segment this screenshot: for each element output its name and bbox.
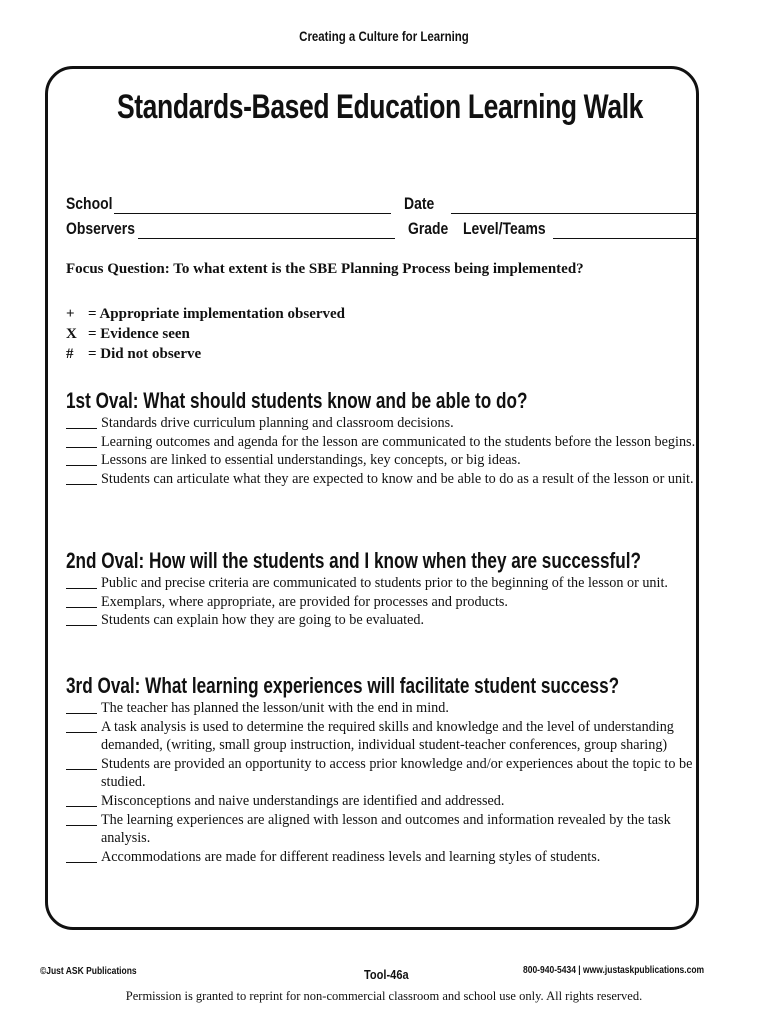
legend-item — [66, 324, 345, 344]
section-third-oval — [66, 673, 696, 866]
check-blank[interactable] — [66, 806, 97, 807]
date-label: Date — [404, 194, 435, 213]
observers-field[interactable] — [138, 238, 395, 239]
legend-text: = Appropriate implementation observed — [88, 306, 346, 322]
item-text: Misconceptions and naive understandings are identified and addressed. — [101, 792, 505, 809]
plus-symbol: + — [66, 306, 75, 322]
item-text: Accommodations are made for different readiness levels and learning styles of students. — [101, 848, 601, 865]
checklist-item — [66, 470, 696, 489]
item-text: Exemplars, where appropriate, are provided for processes and products. — [101, 593, 508, 610]
legend-text: = Evidence seen — [88, 326, 190, 342]
section-first-oval — [66, 388, 696, 488]
item-text: A task analysis is used to determine the required skills and knowledge and the level of understanding demanded, (writing, small group instruction, individual student-teacher conferences, group sharing) — [101, 718, 674, 754]
legend-item — [66, 304, 345, 324]
checklist-item — [66, 718, 696, 755]
checklist-item — [66, 574, 696, 593]
check-blank[interactable] — [66, 625, 97, 626]
checklist-item — [66, 699, 696, 718]
page-title: Standards-Based Education Learning Walk — [116, 88, 644, 126]
check-blank[interactable] — [66, 769, 97, 770]
item-text: Lessons are linked to essential understandings, key concepts, or big ideas. — [101, 452, 521, 469]
checklist-item — [66, 593, 696, 612]
focus-question: Focus Question: To what extent is the SBE Planning Process being implemented? — [66, 261, 584, 277]
checklist-item — [66, 611, 696, 630]
check-blank[interactable] — [66, 607, 97, 608]
footer-permission: Permission is granted to reprint for non-commercial classroom and school use only. All rights reserved. — [125, 989, 643, 1003]
date-field[interactable] — [451, 213, 697, 214]
checklist-item — [66, 414, 696, 433]
grade-label: Grade — [408, 219, 449, 238]
section-second-oval — [66, 548, 696, 630]
check-blank[interactable] — [66, 862, 97, 863]
check-blank[interactable] — [66, 428, 97, 429]
check-blank[interactable] — [66, 732, 97, 733]
x-symbol: X — [66, 326, 77, 342]
item-text: The teacher has planned the lesson/unit with the end in mind. — [101, 700, 449, 716]
item-text: Students are provided an opportunity to access prior knowledge and/or experiences about the topic to be studied. — [101, 755, 693, 791]
footer-copyright: ©Just ASK Publications — [40, 966, 137, 977]
checklist-item — [66, 848, 696, 867]
check-blank[interactable] — [66, 465, 97, 466]
check-blank[interactable] — [66, 713, 97, 714]
item-text: The learning experiences are aligned with lesson and outcomes and information revealed by the task analysis. — [101, 811, 671, 847]
check-blank[interactable] — [66, 447, 97, 448]
school-field[interactable] — [114, 213, 391, 214]
school-label: School — [66, 194, 113, 213]
section-heading: 2nd Oval: How will the students and I know when they are successful? — [66, 548, 641, 573]
observers-label: Observers — [66, 219, 135, 238]
check-blank[interactable] — [66, 825, 97, 826]
running-header: Creating a Culture for Learning — [299, 28, 469, 44]
checklist-item — [66, 811, 696, 848]
item-text: Public and precise criteria are communicated to students prior to the beginning of the lesson or unit. — [101, 575, 668, 591]
legend-item — [66, 344, 345, 364]
check-blank[interactable] — [66, 484, 97, 485]
footer-tool-number: Tool-46a — [364, 967, 409, 982]
item-text: Students can articulate what they are expected to know and be able to do as a result of the lesson or unit. — [101, 470, 694, 487]
grade-level-teams-field[interactable] — [553, 238, 697, 239]
checklist-item — [66, 792, 696, 811]
check-blank[interactable] — [66, 588, 97, 589]
level-teams-label: Level/Teams — [463, 219, 546, 238]
legend — [66, 304, 345, 364]
legend-text: = Did not observe — [88, 346, 202, 362]
item-text: Standards drive curriculum planning and classroom decisions. — [101, 415, 454, 431]
item-text: Learning outcomes and agenda for the lesson are communicated to the students before the lesson begins. — [101, 433, 696, 450]
section-heading: 1st Oval: What should students know and be able to do? — [66, 388, 528, 413]
item-text: Students can explain how they are going to be evaluated. — [101, 612, 425, 629]
hash-symbol: # — [66, 346, 74, 362]
section-heading: 3rd Oval: What learning experiences will facilitate student success? — [66, 673, 620, 698]
checklist-item — [66, 451, 696, 470]
checklist-item — [66, 755, 696, 792]
footer-contact: 800-940-5434 | www.justaskpublications.com — [523, 965, 705, 976]
checklist-item — [66, 433, 696, 452]
